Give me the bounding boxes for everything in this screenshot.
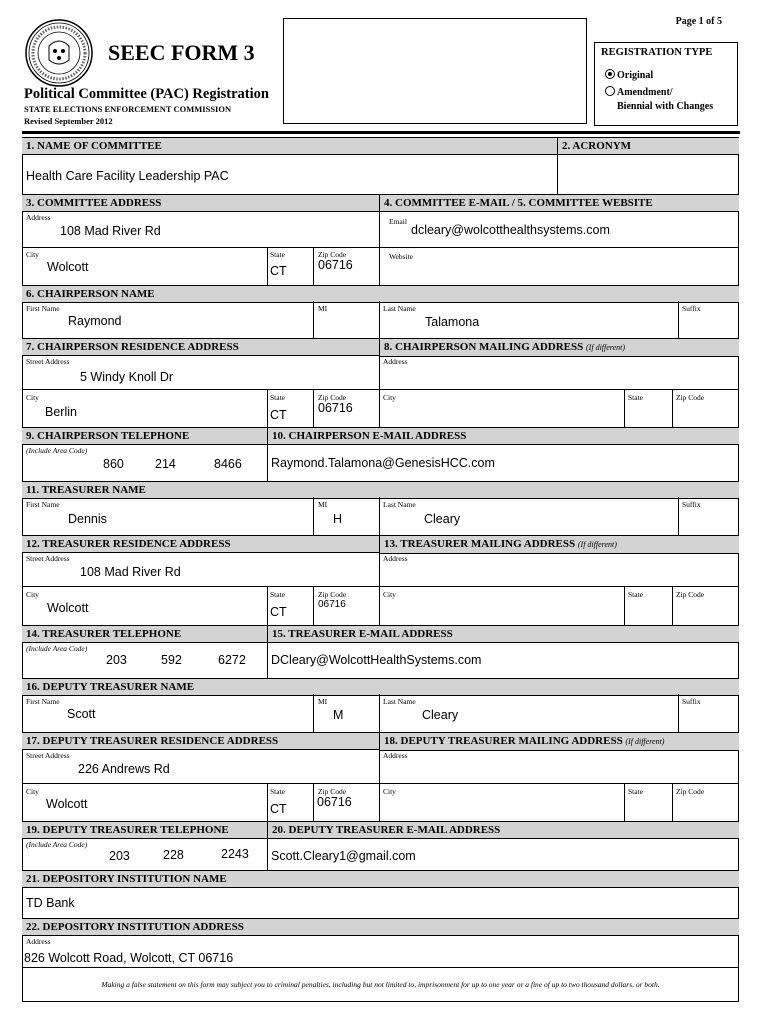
section-20-header — [267, 821, 739, 839]
treasurer-mi-field[interactable]: H — [333, 512, 343, 526]
mailing-state-label: State — [628, 787, 643, 796]
committee-address-field[interactable]: 108 Mad River Rd — [60, 224, 161, 238]
mailing-zip-label: Zip Code — [676, 787, 705, 796]
section-16-title: 16. DEPUTY TREASURER NAME — [26, 681, 195, 693]
committee-zip-field[interactable]: 06716 — [318, 258, 353, 272]
state-label: State — [270, 250, 285, 259]
suffix-label: Suffix — [682, 500, 701, 509]
section-1-title: 1. NAME OF COMMITTEE — [26, 140, 162, 152]
deputy-email-field[interactable]: Scott.Cleary1@gmail.com — [271, 849, 416, 863]
section-11-title: 11. TREASURER NAME — [26, 484, 146, 496]
email-label: Email — [389, 217, 407, 226]
zip-label: Zip Code — [318, 787, 347, 796]
chair-street-field[interactable]: 5 Windy Knoll Dr — [80, 370, 174, 384]
committee-email-field[interactable]: dcleary@wolcotthealthsystems.com — [411, 223, 610, 237]
area-code-label: (Include Area Code) — [26, 446, 88, 455]
section-1-header — [22, 137, 557, 155]
chair-phone-line[interactable]: 8466 — [214, 457, 242, 471]
section-3-header — [22, 194, 379, 212]
section-8-note: (If different) — [586, 343, 626, 352]
section-3-title: 3. COMMITTEE ADDRESS — [26, 197, 162, 209]
chair-email-field[interactable]: Raymond.Talamona@GenesisHCC.com — [271, 456, 495, 470]
treasurer-phone-prefix[interactable]: 592 — [161, 653, 182, 667]
section-13-header — [379, 535, 739, 554]
city-label: City — [26, 787, 39, 796]
section-21-title: 21. DEPOSITORY INSTITUTION NAME — [26, 873, 227, 885]
section-21-header — [22, 870, 739, 888]
mailing-city-label: City — [383, 787, 396, 796]
mi-label: MI — [318, 500, 328, 509]
section-18-header — [379, 732, 739, 751]
last-name-label: Last Name — [383, 500, 416, 509]
state-seal-logo — [24, 18, 94, 88]
chair-zip-field[interactable]: 06716 — [318, 401, 353, 415]
section-19-header — [22, 821, 267, 839]
registration-type-box — [594, 42, 738, 126]
address-label: Address — [26, 937, 51, 946]
chair-last-name-field[interactable]: Talamona — [425, 315, 480, 329]
section-14-header — [22, 625, 267, 643]
legal-disclaimer: Making a false statement on this form may subject you to criminal penalties, including but not limited to, imprisonment for up to one year or a fine of up to two thousand dollars, or both. — [101, 980, 660, 989]
section-2-header — [557, 137, 739, 155]
section-18-note: (If different) — [625, 737, 665, 746]
section-9-title: 9. CHAIRPERSON TELEPHONE — [26, 430, 190, 442]
section-6-header — [22, 285, 739, 303]
state-label: State — [270, 787, 285, 796]
city-label: City — [26, 250, 39, 259]
deputy-mi-field[interactable]: M — [333, 708, 344, 722]
section-17-header — [22, 732, 379, 750]
mailing-zip-label: Zip Code — [676, 590, 705, 599]
committee-name-field[interactable]: Health Care Facility Leadership PAC — [26, 169, 229, 183]
section-6-title: 6. CHAIRPERSON NAME — [26, 288, 155, 300]
treasurer-phone-area[interactable]: 203 — [106, 653, 127, 667]
state-label: State — [270, 590, 285, 599]
treasurer-city-field[interactable]: Wolcott — [47, 601, 89, 615]
section-20-title: 20. DEPUTY TREASURER E-MAIL ADDRESS — [272, 824, 501, 836]
mi-label: MI — [318, 697, 328, 706]
deputy-phone-prefix[interactable]: 228 — [163, 848, 184, 862]
agency-name: STATE ELECTIONS ENFORCEMENT COMMISSION — [24, 104, 232, 114]
first-name-label: First Name — [26, 500, 60, 509]
street-address-label: Street Address — [26, 554, 70, 563]
state-label: State — [270, 393, 285, 402]
treasurer-email-field[interactable]: DCleary@WolcottHealthSystems.com — [271, 653, 482, 667]
section-22-header — [22, 918, 739, 936]
treasurer-street-field[interactable]: 108 Mad River Rd — [80, 565, 181, 579]
mailing-state-label: State — [628, 590, 643, 599]
radio-empty-icon — [605, 86, 615, 96]
section-18-title: 18. DEPUTY TREASURER MAILING ADDRESS — [384, 735, 623, 747]
area-code-label: (Include Area Code) — [26, 644, 88, 653]
chair-phone-prefix[interactable]: 214 — [155, 457, 176, 471]
street-address-label: Street Address — [26, 357, 70, 366]
mailing-address-label: Address — [383, 357, 408, 366]
section-12-header — [22, 535, 379, 553]
section-2-title: 2. ACRONYM — [562, 140, 632, 152]
section-7-header — [22, 338, 379, 356]
suffix-label: Suffix — [682, 697, 701, 706]
committee-city-field[interactable]: Wolcott — [47, 260, 89, 274]
deputy-state-field[interactable]: CT — [270, 802, 287, 816]
website-label: Website — [389, 252, 413, 261]
section-14-title: 14. TREASURER TELEPHONE — [26, 628, 182, 640]
section-11-header — [22, 481, 739, 499]
section-17-title: 17. DEPUTY TREASURER RESIDENCE ADDRESS — [26, 735, 279, 747]
section-10-title: 10. CHAIRPERSON E-MAIL ADDRESS — [272, 430, 467, 442]
treasurer-state-field[interactable]: CT — [270, 605, 287, 619]
registration-type-title: REGISTRATION TYPE — [601, 47, 713, 58]
depository-address-field[interactable]: 826 Wolcott Road, Wolcott, CT 06716 — [24, 951, 234, 965]
zip-label: Zip Code — [318, 393, 347, 402]
first-name-label: First Name — [26, 697, 60, 706]
mailing-city-label: City — [383, 393, 396, 402]
deputy-city-field[interactable]: Wolcott — [46, 797, 88, 811]
header-divider — [22, 131, 740, 134]
section-8-header — [379, 338, 739, 357]
deputy-zip-field[interactable]: 06716 — [317, 795, 352, 809]
zip-label: Zip Code — [318, 250, 347, 259]
registration-amendment-option[interactable]: Amendment/ — [605, 86, 673, 98]
last-name-label: Last Name — [383, 304, 416, 313]
city-label: City — [26, 393, 39, 402]
section-19-title: 19. DEPUTY TREASURER TELEPHONE — [26, 824, 229, 836]
mailing-address-label: Address — [383, 554, 408, 563]
section-4-title: 4. COMMITTEE E-MAIL / 5. COMMITTEE WEBSITE — [384, 197, 653, 209]
form-title: SEEC FORM 3 — [108, 40, 255, 65]
office-use-box — [283, 18, 587, 124]
address-label: Address — [26, 213, 51, 222]
section-12-title: 12. TREASURER RESIDENCE ADDRESS — [26, 538, 231, 550]
treasurer-phone-line[interactable]: 6272 — [218, 653, 246, 667]
mailing-zip-label: Zip Code — [676, 393, 705, 402]
registration-amendment-line2: Biennial with Changes — [617, 101, 714, 112]
section-4-header — [379, 194, 739, 212]
section-15-title: 15. TREASURER E-MAIL ADDRESS — [272, 628, 453, 640]
deputy-last-name-field[interactable]: Cleary — [422, 708, 459, 722]
depository-name-field[interactable]: TD Bank — [26, 896, 75, 910]
suffix-label: Suffix — [682, 304, 701, 313]
chair-phone-area[interactable]: 860 — [103, 457, 124, 471]
section-13-note: (If different) — [577, 540, 617, 549]
section-13-title: 13. TREASURER MAILING ADDRESS — [384, 538, 576, 550]
zip-label: Zip Code — [318, 590, 347, 599]
chair-first-name-field[interactable]: Raymond — [68, 314, 122, 328]
city-label: City — [26, 590, 39, 599]
section-15-header — [267, 625, 739, 643]
revised-date: Revised September 2012 — [24, 116, 113, 126]
deputy-first-name-field[interactable]: Scott — [67, 707, 96, 721]
section-8-title: 8. CHAIRPERSON MAILING ADDRESS — [384, 341, 584, 353]
street-address-label: Street Address — [26, 751, 70, 760]
registration-original-option[interactable]: Original — [605, 69, 653, 81]
chair-city-field[interactable]: Berlin — [45, 405, 77, 419]
mailing-address-label: Address — [383, 751, 408, 760]
section-9-header — [22, 427, 267, 445]
deputy-phone-line[interactable]: 2243 — [221, 847, 249, 861]
section-16-header — [22, 678, 739, 696]
form-subtitle: Political Committee (PAC) Registration — [24, 86, 269, 102]
mailing-city-label: City — [383, 590, 396, 599]
committee-state-field[interactable]: CT — [270, 264, 287, 278]
section-22-title: 22. DEPOSITORY INSTITUTION ADDRESS — [26, 921, 244, 933]
mi-label: MI — [318, 304, 328, 313]
deputy-street-field[interactable]: 226 Andrews Rd — [78, 762, 170, 776]
area-code-label: (Include Area Code) — [26, 840, 88, 849]
section-10-header — [267, 427, 739, 445]
deputy-phone-area[interactable]: 203 — [109, 849, 130, 863]
last-name-label: Last Name — [383, 697, 416, 706]
treasurer-first-name-field[interactable]: Dennis — [68, 512, 107, 526]
section-7-title: 7. CHAIRPERSON RESIDENCE ADDRESS — [26, 341, 239, 353]
mailing-state-label: State — [628, 393, 643, 402]
chair-state-field[interactable]: CT — [270, 408, 287, 422]
first-name-label: First Name — [26, 304, 60, 313]
treasurer-last-name-field[interactable]: Cleary — [424, 512, 461, 526]
page-number: Page 1 of 5 — [675, 16, 722, 27]
treasurer-zip-field[interactable]: 06716 — [318, 599, 346, 610]
radio-selected-icon — [605, 69, 615, 79]
